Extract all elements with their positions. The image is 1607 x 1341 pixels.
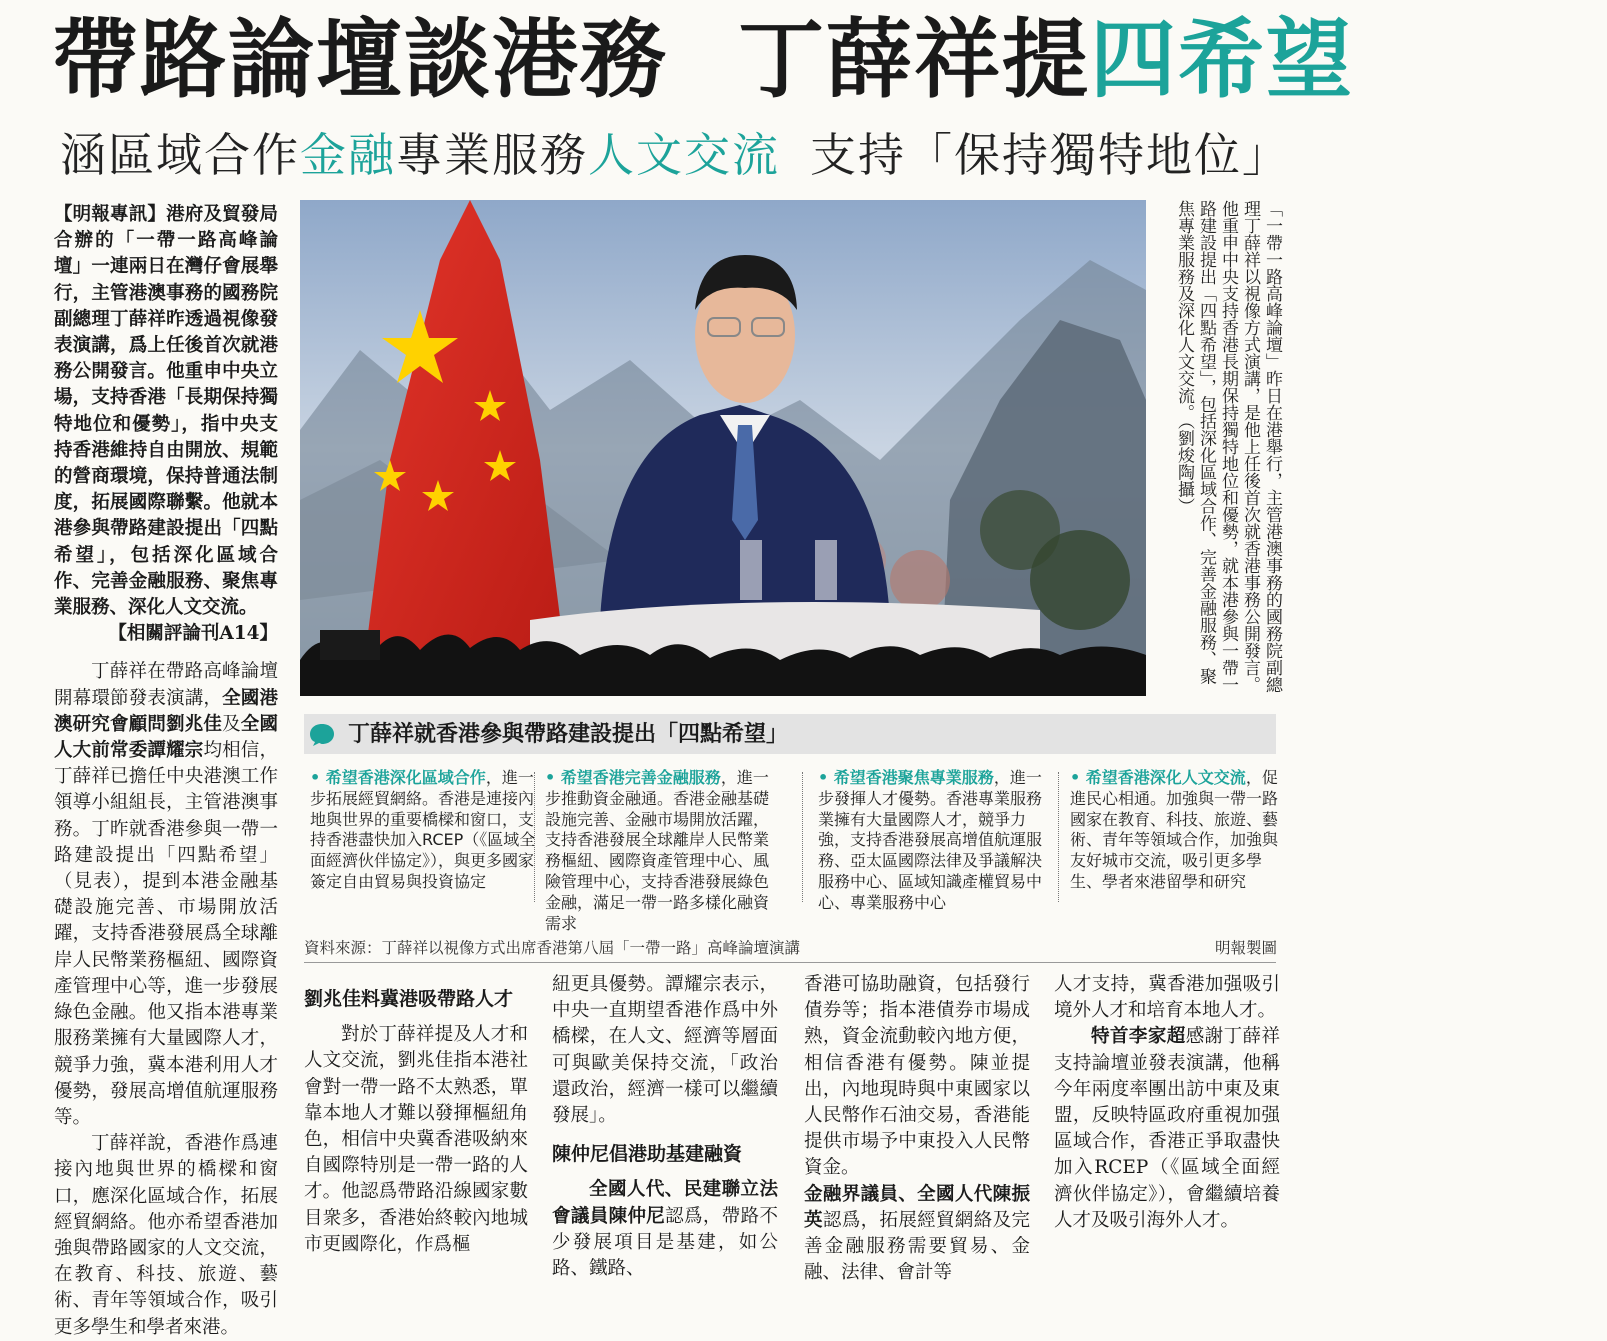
four-hopes-box-header — [304, 714, 1276, 754]
column-5-paragraph: 特首李家超感謝丁薛祥支持論壇並發表演講，他稱今年兩度率團出訪中東及東盟，反映特區政府重視加强區域合作，香港正爭取盡快加入RCEP（《區域全面經濟伙伴協定》），會繼續培養人才及吸引海外人才。 — [1054, 1026, 1280, 1231]
four-hopes-box-title: 丁薛祥就香港參與帶路建設提出「四點希望」 — [348, 721, 789, 747]
lead-paragraph: 【明報專訊】港府及貿發局合辦的「一帶一路高峰論壇」一連兩日在灣仔會展舉行，主管港澳事務的國務院副總理丁薛祥昨透過視像發表演講，爲上任後首次就港務公開發言。他重申中央立場，支持香港「長期保持獨特地位和優勢」，指中央支持香港維持自由開放、規範的營商環境，保持普通法制度，拓展國際聯繫。他就本港參與帶路建設提出「四點希望」，包括深化區域合作、完善金融服務、聚焦專業服務、深化人文交流。 — [54, 204, 278, 619]
column-2-text: 對於丁薛祥提及人才和人文交流，劉兆佳指本港社會對一帶一路不太熟悉，單靠本地人才難以發揮樞紐角色，相信中央冀香港吸納來自國際特別是一帶一路的人才。他認爲帶路沿線國家數目衆多，香港始終較內地城市更國際化，作爲樞 — [304, 1024, 528, 1255]
column-1 — [54, 202, 278, 1341]
related-commentary-ref: 【相關評論刊A14】 — [108, 623, 278, 645]
headline-part1: 帶路論壇談港務 — [52, 9, 668, 110]
hope-item-4: • 希望香港深化人文交流，促進民心相通。加強與一帶一路國家在教育、科技、旅遊、藝術、青年等領域合作，加強與友好城市交流，吸引更多學生、學者來港留學和研究 — [1070, 768, 1279, 891]
divider-line — [1058, 772, 1059, 902]
divider-line — [534, 772, 535, 902]
subhead-s3: 專業服務 — [396, 128, 588, 182]
subheading-chan: 陳仲尼倡港助基建融資 — [552, 1143, 743, 1166]
subhead-s2: 金融 — [300, 128, 396, 182]
hope-item-1: • 希望香港深化區域合作，進一步拓展經貿網絡。香港是連接內地與世界的重要橋樑和窗口，支持香港盡快加入RCEP（《區域全面經濟伙伴協定》），與更多國家簽定自由貿易與投資協定 — [310, 768, 536, 891]
column-3 — [552, 972, 778, 1282]
column-5-text: 人才支持，冀香港加强吸引境外人才和培育本地人才。 — [1054, 974, 1280, 1022]
section-divider — [304, 962, 1276, 963]
column-2 — [304, 986, 528, 1258]
photo-caption: 「一帶一路高峰論壇」昨日在港舉行，主管港澳事務的國務院副總理丁薛祥以視像方式演講，是他上任後首次就香港事務公開發言。他重申中央支持香港長期保持獨特地位和優勢，就本港參與一帶一路建設提出「四點希望」，包括深化區域合作、完善金融服務、聚焦專業服務及深化人文交流。（劉焌陶攝） — [1174, 200, 1282, 693]
headline — [52, 8, 1552, 118]
column-3-text: 紐更具優勢。譚耀宗表示，中央一直期望香港作爲中外橋樑，在人文、經濟等層面可與歐美保持交流，「政治還政治，經濟一樣可以繼續發展」。 — [552, 974, 778, 1127]
hope-item-3: • 希望香港聚焦專業服務，進一步發揮人才優勢。香港專業服務業擁有大量國際人才，競爭力強，支持香港發展高增值航運服務、亞太區國際法律及爭議解決服務中心、區域知識產權貿易中心、專業服務中心 — [818, 768, 1043, 912]
hope-item-2: • 希望香港完善金融服務，進一步推動資金融通。香港金融基礎設施完善、金融市場開放活躍，支持香港發展全球離岸人民幣業務樞紐、國際資產管理中心、風險管理中心，支持香港發展綠色金融，滿足一帶一路多樣化融資需求 — [545, 768, 770, 933]
column-4 — [804, 972, 1030, 1286]
divider-line — [802, 772, 803, 902]
subhead-s4: 人文交流 — [588, 128, 780, 182]
column-3-paragraph: 全國人代、民建聯立法會議員陳仲尼認爲，帶路不少發展項目是基建，如公路、鐵路、 — [552, 1179, 778, 1280]
news-photo — [300, 200, 1146, 696]
column-5 — [1054, 972, 1280, 1234]
graphic-credit: 明報製圖 — [1214, 939, 1277, 957]
column-4-text: 香港可協助融資，包括發行債券等；指本港債券市場成熟，資金流動較內地方便，相信香港有優勢。陳並提出，內地現時與中東國家以人民幣作石油交易，香港能提供市場予中東投入人民幣資金。 — [804, 974, 1030, 1179]
subhead-s1: 涵區域合作 — [60, 128, 300, 182]
subheading-liu: 劉兆佳料冀港吸帶路人才 — [304, 988, 514, 1010]
headline-highlight: 四希望 — [1090, 9, 1354, 110]
subheadline — [60, 125, 1290, 191]
body-paragraph-2: 丁薛祥在帶路高峰論壇開幕環節發表演講，全國港澳研究會顧問劉兆佳及全國人大前常委譚耀宗均相信，丁薛祥已擔任中央港澳工作領導小組組長，主管港澳事務。丁昨就香港參與一帶一路建設提出「四點希望」（見表），提到本港金融基礎設施完善、市場開放活躍，支持香港發展爲全球離岸人民幣業務樞紐、國際資產管理中心等，進一步發展綠色金融。他又指本港專業服務業擁有大量國際人才，競爭力強，冀本港利用人才優勢，發展高增值航運服務等。 — [54, 661, 278, 1128]
headline-part2: 丁薛祥提 — [738, 9, 1090, 110]
body-paragraph-3: 丁薛祥說，香港作爲連接內地與世界的橋樑和窗口，應深化區域合作，拓展經貿網絡。他亦希望香港加強與帶路國家的人文交流，在教育、科技、旅遊、藝術、青年等領域合作，吸引更多學生和學者來港。 — [54, 1133, 278, 1338]
speech-bubble-icon — [308, 722, 336, 746]
subhead-s5: 支持「保持獨特地位」 — [810, 128, 1290, 182]
column-4-paragraph: 金融界議員、全國人代陳振英認爲，拓展經貿網絡及完善金融服務需要貿易、金融、法律、會計等 — [804, 1183, 1030, 1284]
data-source-note: 資料來源：丁薛祥以視像方式出席香港第八屆「一帶一路」高峰論壇演講 — [304, 939, 801, 957]
